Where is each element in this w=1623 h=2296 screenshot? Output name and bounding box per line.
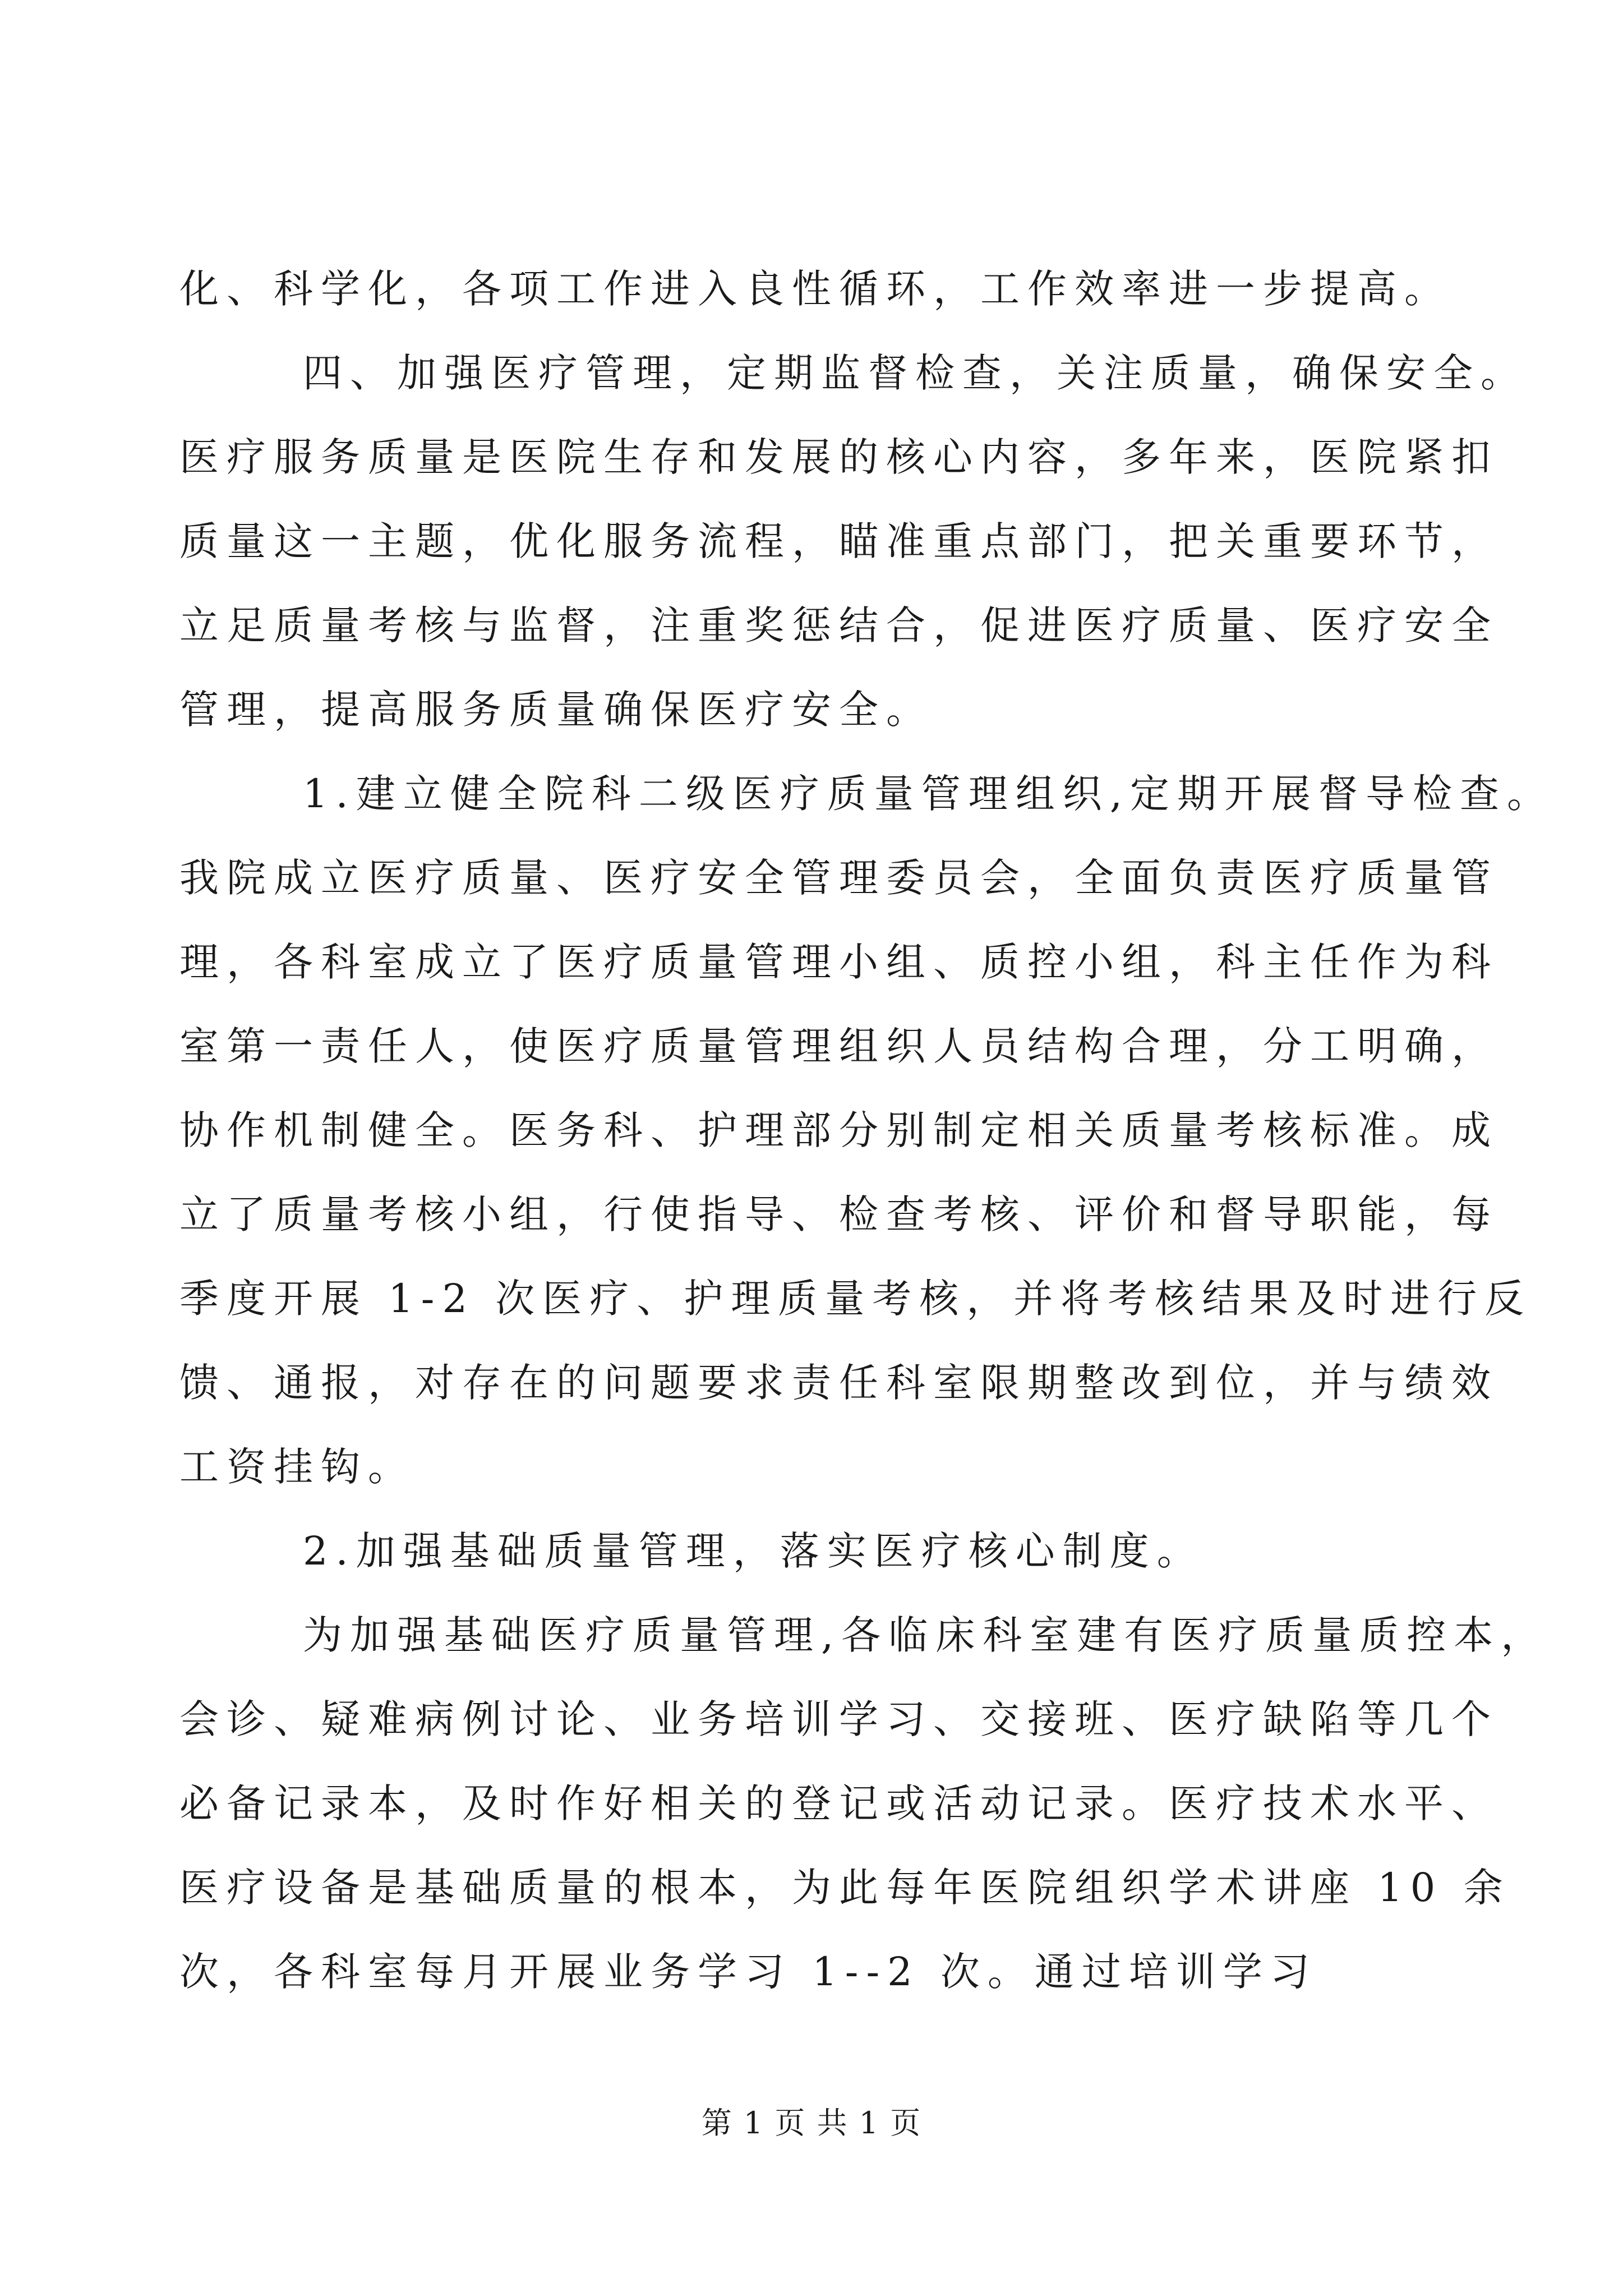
text-line: 医疗服务质量是医院生存和发展的核心内容，多年来，医院紧扣: [179, 434, 1498, 480]
subsection-heading: 1.建立健全院科二级医疗质量管理组织,定期开展督导检查。: [303, 771, 1555, 817]
subsection-heading: 2.加强基础质量管理，落实医疗核心制度。: [303, 1528, 1204, 1574]
text-line: 我院成立医疗质量、医疗安全管理委员会，全面负责医疗质量管: [179, 855, 1498, 901]
text-line: 必备记录本，及时作好相关的登记或活动记录。医疗技术水平、: [179, 1780, 1498, 1826]
text-line: 室第一责任人，使医疗质量管理组织人员结构合理，分工明确，: [179, 1023, 1498, 1069]
text-line: 质量这一主题，优化服务流程，瞄准重点部门，把关重要环节，: [179, 518, 1498, 564]
section-heading: 四、加强医疗管理，定期监督检查，关注质量，确保安全。: [303, 350, 1528, 396]
text-line: 化、科学化，各项工作进入良性循环，工作效率进一步提高。: [179, 266, 1451, 312]
text-line: 会诊、疑难病例讨论、业务培训学习、交接班、医疗缺陷等几个: [179, 1696, 1498, 1742]
text-line: 次，各科室每月开展业务学习 1--2 次。通过培训学习: [179, 1949, 1317, 1995]
text-line: 立了质量考核小组，行使指导、检查考核、评价和督导职能，每: [179, 1191, 1498, 1237]
text-line: 季度开展 1-2 次医疗、护理质量考核，并将考核结果及时进行反: [179, 1276, 1532, 1322]
page-number-footer: 第 1 页 共 1 页: [701, 2105, 922, 2141]
text-line: 协作机制健全。医务科、护理部分别制定相关质量考核标准。成: [179, 1107, 1498, 1153]
text-line: 理，各科室成立了医疗质量管理小组、质控小组，科主任作为科: [179, 939, 1498, 985]
text-line: 馈、通报，对存在的问题要求责任科室限期整改到位，并与绩效: [179, 1360, 1498, 1406]
text-line: 医疗设备是基础质量的根本，为此每年医院组织学术讲座 10 余: [179, 1865, 1511, 1911]
text-line: 工资挂钩。: [179, 1444, 415, 1490]
text-line: 为加强基础医疗质量管理,各临床科室建有医疗质量质控本，: [303, 1612, 1548, 1658]
text-line: 管理，提高服务质量确保医疗安全。: [179, 687, 933, 733]
text-line: 立足质量考核与监督，注重奖惩结合，促进医疗质量、医疗安全: [179, 602, 1498, 648]
document-body: [179, 247, 1555, 2014]
